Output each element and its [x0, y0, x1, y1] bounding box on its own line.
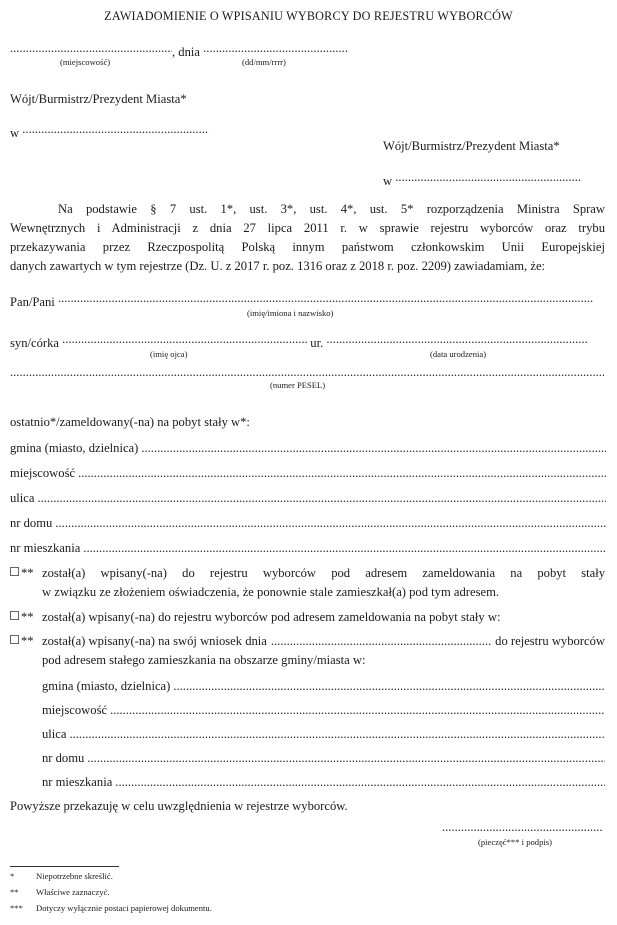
footnote-mark: * [10, 871, 15, 881]
sender-location-line [10, 122, 209, 141]
residence-miejscowosc-field[interactable] [78, 466, 606, 481]
residence-header: ostatnio*/zameldowany(-na) na pobyt stały w*: [10, 415, 250, 429]
footnote-text: Niepotrzebne skreślić. [36, 871, 113, 881]
residence-row [10, 441, 606, 456]
footnote [10, 871, 113, 881]
residence-row [10, 466, 606, 481]
option-3-nr-mieszkania-label: nr mieszkania [42, 775, 113, 789]
option-2-text: został(a) wpisany(-na) do rejestru wyborców pod adresem zameldowania na pobyt stały w: [42, 610, 501, 624]
option-3-miejscowosc-field[interactable] [110, 703, 605, 718]
intro-line-1: Na podstawie § 7 ust. 1*, ust. 3*, ust. 4*, ust. 5* rozporządzenia Ministra Spraw [58, 202, 605, 216]
footnote-mark: *** [10, 903, 23, 913]
recipient-w-label: w [383, 174, 393, 188]
option-3-line-2: pod adresem stałego zamieszkania na obszarze gminy/miasta w: [42, 653, 366, 667]
residence-nr-domu-label: nr domu [10, 516, 53, 530]
father-caption: (imię ojca) [150, 349, 188, 359]
sender-w-label: w [10, 126, 20, 140]
recipient-label: Wójt/Burmistrz/Prezydent Miasta* [383, 139, 560, 153]
option-3-marker [10, 634, 34, 649]
place-caption: (miejscowość) [60, 57, 111, 67]
residence-nr-mieszkania-label: nr mieszkania [10, 541, 81, 555]
recipient-location-field[interactable] [395, 170, 582, 185]
option-1-line-1: został(a) wpisany(-na) do rejestru wyborców pod adresem zameldowania na pobyt stały [42, 566, 605, 580]
option-2-checkbox[interactable] [10, 611, 19, 620]
option-2-marker [10, 610, 34, 625]
closing-sentence: Powyższe przekazuję w celu uwzględnienia w rejestrze wyborców. [10, 799, 348, 813]
residence-row [10, 541, 606, 556]
birth-date-field[interactable] [326, 332, 588, 347]
option-3-row [42, 775, 605, 790]
pesel-field[interactable] [10, 365, 604, 380]
option-3-ulica-field[interactable] [69, 727, 605, 742]
option-3-ulica-label: ulica [42, 727, 67, 741]
name-caption: (imię/imiona i nazwisko) [247, 308, 334, 318]
residence-nr-mieszkania-field[interactable] [83, 541, 606, 556]
date-field[interactable] [203, 41, 348, 56]
sender-label: Wójt/Burmistrz/Prezydent Miasta* [10, 92, 187, 106]
recipient-location-line [383, 170, 582, 189]
sender-location-field[interactable] [22, 122, 209, 137]
dnia-label: , dnia [172, 45, 200, 59]
parent-label: syn/córka [10, 336, 59, 350]
option-1-marker [10, 566, 34, 581]
option-3-gmina-field[interactable] [173, 679, 605, 694]
option-1-checkbox[interactable] [10, 567, 19, 576]
place-field[interactable] [10, 41, 172, 56]
residence-ulica-label: ulica [10, 491, 35, 505]
residence-miejscowosc-label: miejscowość [10, 466, 76, 480]
footnote-mark: ** [10, 887, 19, 897]
option-1-asterisks: ** [21, 566, 34, 580]
option-1-line-2: w związku ze złożeniem oświadczenia, że ponownie stale zamieszkał(a) pod tym adresem. [42, 585, 500, 599]
option-3-row [42, 727, 605, 742]
residence-gmina-label: gmina (miasto, dzielnica) [10, 441, 139, 455]
name-label: Pan/Pani [10, 295, 55, 309]
father-name-field[interactable] [62, 332, 307, 347]
option-2-asterisks: ** [21, 610, 34, 624]
residence-ulica-field[interactable] [37, 491, 606, 506]
application-date-field[interactable] [271, 634, 491, 649]
option-3-row [42, 703, 605, 718]
residence-nr-domu-field[interactable] [55, 516, 606, 531]
option-3-checkbox[interactable] [10, 635, 19, 644]
option-3-miejscowosc-label: miejscowość [42, 703, 108, 717]
option-3-row [42, 751, 605, 766]
residence-row [10, 516, 606, 531]
option-3-nr-domu-label: nr domu [42, 751, 85, 765]
birth-caption: (data urodzenia) [430, 349, 487, 359]
footnote [10, 903, 212, 913]
option-3-row [42, 679, 605, 694]
option-3-nr-mieszkania-field[interactable] [115, 775, 605, 790]
residence-row [10, 491, 606, 506]
option-3-line-1 [42, 634, 605, 649]
name-field[interactable] [58, 291, 594, 306]
signature-caption: (pieczęć*** i podpis) [478, 837, 552, 847]
option-3-nr-domu-field[interactable] [87, 751, 605, 766]
document-title: ZAWIADOMIENIE O WPISANIU WYBORCY DO REJESTRU WYBORCÓW [104, 9, 513, 23]
residence-gmina-field[interactable] [141, 441, 606, 456]
option-3-text-a: został(a) wpisany(-na) na swój wniosek dnia [42, 634, 267, 648]
signature-field[interactable] [442, 820, 602, 835]
option-3-text-b: do rejestru wyborców [495, 634, 605, 648]
intro-line-2: Wewnętrznych i Administracji z dnia 27 lipca 2011 r. w sprawie rejestru wyborców oraz trybu [10, 221, 605, 235]
intro-line-4: danych zawartych w tym rejestrze (Dz. U. z 2017 r. poz. 1316 oraz z 2018 r. poz. 2209) zawiadamiam, że: [10, 259, 546, 273]
footnote-separator [10, 866, 119, 867]
date-caption: (dd/mm/rrrr) [242, 57, 286, 67]
footnote-text: Właściwe zaznaczyć. [36, 887, 110, 897]
born-label: ur. [310, 336, 324, 350]
intro-line-3: przekazywania przez Rzeczpospolitą Polską innym państwom członkowskim Unii Europejskiej [10, 240, 605, 254]
parent-line [10, 332, 588, 351]
option-3-gmina-label: gmina (miasto, dzielnica) [42, 679, 171, 693]
option-3-asterisks: ** [21, 634, 34, 648]
footnote-text: Dotyczy wyłącznie postaci papierowej dokumentu. [36, 903, 212, 913]
footnote [10, 887, 109, 897]
pesel-caption: (numer PESEL) [270, 380, 326, 390]
